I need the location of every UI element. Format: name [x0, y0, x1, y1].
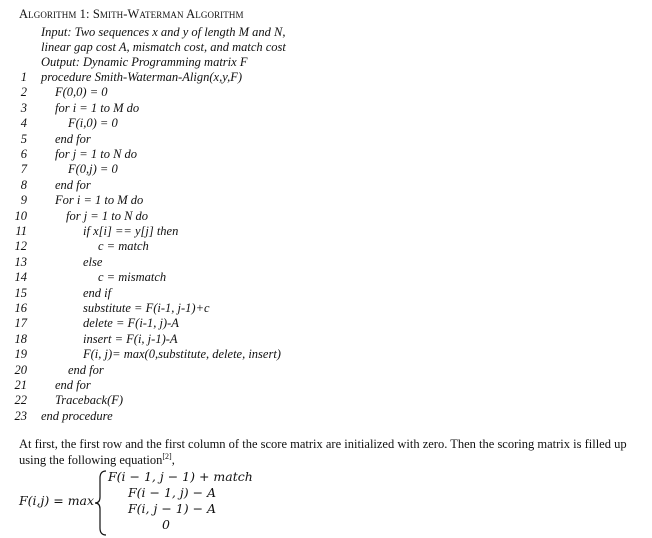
- line-code: F(i, j)= max(0,substitute, delete, insert): [83, 347, 281, 362]
- algorithm-line: [0, 116, 640, 131]
- line-code: for i = 1 to M do: [55, 100, 140, 115]
- algorithm-line: [0, 193, 640, 208]
- line-code: F(i,0) = 0: [68, 116, 118, 131]
- line-code: c = match: [98, 239, 149, 254]
- line-code: For i = 1 to M do: [55, 193, 144, 208]
- line-number: 8: [20, 177, 27, 192]
- algorithm-line: [0, 178, 640, 193]
- algorithm-line: [0, 378, 640, 393]
- line-number: 1: [20, 70, 27, 84]
- algorithm-line: [0, 393, 640, 408]
- line-number: 16: [14, 301, 27, 315]
- paragraph-tail: ,: [171, 452, 175, 467]
- algorithm-line: [0, 147, 640, 162]
- line-number: 6: [20, 147, 27, 161]
- algorithm-title: [19, 7, 244, 22]
- algorithm-line: [0, 70, 640, 85]
- line-code: end procedure: [41, 408, 113, 423]
- line-number: 4: [20, 116, 27, 131]
- line-code: insert = F(i, j-1)-A: [83, 331, 178, 346]
- input-line-1: Input: Two sequences x and y of length M and N,: [41, 25, 286, 39]
- line-code: delete = F(i-1, j)-A: [83, 316, 179, 331]
- input-line-2: linear gap cost A, mismatch cost, and match cost: [41, 40, 286, 54]
- line-number: 15: [14, 285, 27, 300]
- line-number: 13: [14, 254, 27, 269]
- line-number: 5: [20, 131, 27, 146]
- equation-case-4: 0: [162, 517, 170, 532]
- algorithm-line: [0, 270, 640, 285]
- algorithm-line: [0, 162, 640, 177]
- line-code: if x[i] == y[j] then: [83, 224, 179, 238]
- line-code: c = mismatch: [98, 270, 167, 285]
- paragraph-text: At first, the first row and the first column of the score matrix are initialized with zero. Then the scoring matrix is filled up using the following equation: [19, 437, 627, 467]
- algorithm-line: [0, 301, 640, 316]
- algorithm-line: [0, 132, 640, 147]
- left-brace-icon: [94, 470, 108, 536]
- line-number: 12: [14, 239, 27, 254]
- line-code: procedure Smith-Waterman-Align(x,y,F): [41, 70, 242, 84]
- algorithm-line: [0, 347, 640, 362]
- line-number: 14: [14, 270, 27, 285]
- line-number: 18: [14, 331, 27, 346]
- line-number: 23: [14, 408, 27, 423]
- algorithm-name: Smith-Waterman Algorithm: [92, 7, 244, 21]
- line-code: Traceback(F): [55, 393, 124, 408]
- line-number: 3: [20, 100, 27, 115]
- algorithm-line: [0, 101, 640, 116]
- output-line: Output: Dynamic Programming matrix F: [41, 55, 248, 69]
- line-number: 7: [20, 162, 27, 177]
- algorithm-line: [0, 332, 640, 347]
- body-paragraph: [19, 437, 644, 468]
- line-number: 21: [14, 378, 27, 392]
- line-code: end for: [68, 362, 104, 377]
- line-number: 17: [14, 316, 27, 331]
- line-number: 10: [14, 208, 27, 223]
- line-code: F(0,0) = 0: [55, 85, 108, 100]
- line-number: 19: [14, 347, 27, 362]
- line-number: 9: [20, 193, 27, 208]
- algorithm-line: [0, 409, 640, 424]
- algorithm-line: [0, 224, 640, 239]
- line-code: substitute = F(i-1, j-1)+c: [83, 301, 210, 315]
- citation[interactable]: [2]: [162, 451, 172, 461]
- line-code: else: [83, 254, 103, 269]
- equation-case-3: F(i, j − 1) − A: [128, 501, 217, 516]
- line-code: for j = 1 to N do: [55, 147, 138, 161]
- algorithm-line: [0, 85, 640, 100]
- line-number: 11: [15, 224, 27, 238]
- algorithm-label: Algorithm 1:: [19, 7, 90, 21]
- line-number: 20: [14, 362, 27, 377]
- line-code: end for: [55, 177, 91, 192]
- algorithm-line: [0, 316, 640, 331]
- algorithm-line: [0, 363, 640, 378]
- line-code: end for: [55, 378, 91, 392]
- algorithm-line: [0, 286, 640, 301]
- algorithm-line: [0, 209, 640, 224]
- line-number: 2: [20, 85, 27, 100]
- line-code: F(0,j) = 0: [68, 162, 118, 177]
- line-code: end if: [83, 285, 112, 300]
- line-number: 22: [14, 393, 27, 408]
- algorithm-line: [0, 239, 640, 254]
- equation-case-2: F(i − 1, j) − A: [128, 485, 217, 500]
- algorithm-line: [0, 255, 640, 270]
- line-code: for j = 1 to N do: [66, 208, 149, 223]
- line-code: end for: [55, 131, 91, 146]
- equation-lhs: F(i,j) = max: [19, 493, 95, 508]
- equation-case-1: F(i − 1, j − 1) + match: [108, 469, 253, 484]
